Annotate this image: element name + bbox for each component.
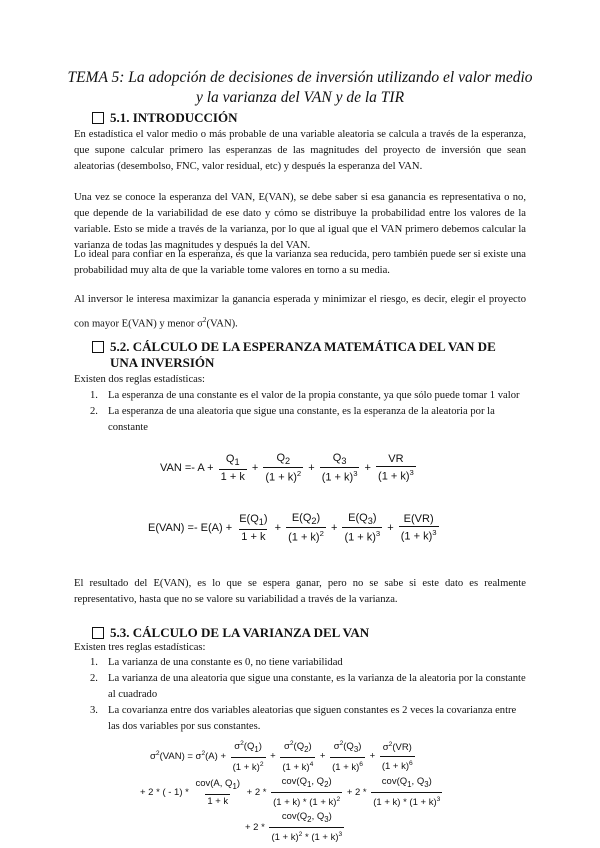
section-5-3-heading-text: 5.3. CÁLCULO DE LA VARIANZA DEL VAN xyxy=(110,625,370,640)
paragraph-intro-4-b: (VAN). xyxy=(206,318,238,330)
rules-intro-esperanza: Existen dos reglas estadísticas: xyxy=(74,374,205,385)
section-5-2-heading xyxy=(92,339,522,371)
list-item: 3. La covarianza entre dos variables aleatorias que siguen constantes es 2 veces la covarianza entre las dos variables por sus constantes. xyxy=(90,705,517,732)
section-5-3-heading xyxy=(92,625,369,641)
checkbox-icon xyxy=(92,341,104,353)
paragraph-intro-4-sup: 2 xyxy=(202,315,207,324)
title-line-1: TEMA 5: La adopción de decisiones de inversión utilizando el valor medio xyxy=(67,69,533,86)
title-line-2: y la varianza del VAN y de la TIR xyxy=(195,89,405,106)
paragraph-intro-3: Lo ideal para confiar en la esperanza, es que la varianza sea reducida, pero también puede ser si existe una probabilidad muy alta de que la variable tome valores en torno a su media. xyxy=(74,249,526,276)
checkbox-icon xyxy=(92,627,104,639)
rules-list-esperanza xyxy=(74,388,526,436)
list-item: 2. La esperanza de una aleatoria que sigue una constante, es la esperanza de la aleatoria por la constante xyxy=(90,406,495,433)
formula-varianza-van: $\sigma^2(VAN) = \sigma^2(A)$ + $\frac{\sigma^2(Q_1)}{(1 + k)^2}$ + $\frac{\sigma^2(Q_2)}{(1 + k)^4}$ + $\frac{\sigma^2(Q_3)}{(1 + k)^6}$ + $\frac{\sigma^2(VR)}{(1 + k)^6}$ + 2 * ( - 1) * $\frac{cov(A, Q_1)}{1 + k}$ + 2 * $\frac{cov(Q_1, Q_2)}{(1 + k) * (1 + k)^2}$ + 2 * $\frac{cov(Q_1, Q_3)}{(1 + k) * (1 + k)^3}$ + 2 * $\frac{cov(Q_2, Q_3)}{(1 + k)^2 * (1 + k)^3}$ xyxy=(140,740,441,844)
paragraph-intro-2: Una vez se conoce la esperanza del VAN, E(VAN), se debe saber si esa ganancia es representativa o no, que depende de la variabilidad de ese dato y cómo se distribuye la probabilidad entre los valores de la variable. Esto se mide a través de la varianza, por lo que al igual que el VAN primero debemos calcular la varianza de todas las magnitudes y después la del VAN. xyxy=(74,192,526,251)
formula-van: VAN =- A + $\frac{Q_1}{1 + k}$ + $\frac{Q_2}{(1 + k)^2}$ + $\frac{Q_3}{(1 + k)^3}$ + $\frac{VR}{(1 + k)^3}$ xyxy=(160,452,414,484)
paragraph-resultado-evan: El resultado del E(VAN), es lo que se espera ganar, pero no se sabe si este dato es realmente representativo, hasta que no se valore su variabilidad a través de la varianza. xyxy=(74,578,526,605)
paragraph-intro-1: En estadística el valor medio o más probable de una variable aleatoria se calcula a través de la esperanza, que supone calcular primero las esperanzas de las magnitudes del proyecto de inversión que sean aleatorias (desembolso, FNC, valor residual, etc) y después la esperanza del VAN. xyxy=(74,129,526,172)
section-5-1-heading xyxy=(92,110,237,126)
checkbox-icon xyxy=(92,112,104,124)
list-item: 1. La varianza de una constante es 0, no tiene variabilidad xyxy=(90,657,343,668)
list-item: 2. La varianza de una aleatoria que sigue una constante, es la varianza de la aleatoria por la constante al cuadrado xyxy=(90,673,526,700)
page-title xyxy=(40,68,560,108)
paragraph-intro-4 xyxy=(74,290,526,335)
formula-esperanza-van: E(VAN) =- E(A) + $\frac{E(Q_1)}{1 + k}$ + $\frac{E(Q_2)}{(1 + k)^2}$ + $\frac{E(Q_3)}{(1 + k)^3}$ + $\frac{E(VR)}{(1 + k)^3}$ xyxy=(148,512,437,544)
section-5-1-heading-text: 5.1. INTRODUCCIÓN xyxy=(110,110,238,125)
paragraph-intro-4-a: Al inversor le interesa maximizar la ganancia esperada y minimizar el riesgo, es decir, elegir el proyecto con mayor E(VAN) y menor σ xyxy=(74,294,526,330)
section-5-2-heading-text: 5.2. CÁLCULO DE LA ESPERANZA MATEMÁTICA DEL VAN DE UNA INVERSIÓN xyxy=(110,339,496,370)
rules-list-varianza xyxy=(74,655,526,735)
list-item: 1. La esperanza de una constante es el valor de la propia constante, ya que sólo puede tomar 1 valor xyxy=(90,390,520,401)
rules-intro-varianza: Existen tres reglas estadísticas: xyxy=(74,642,206,653)
